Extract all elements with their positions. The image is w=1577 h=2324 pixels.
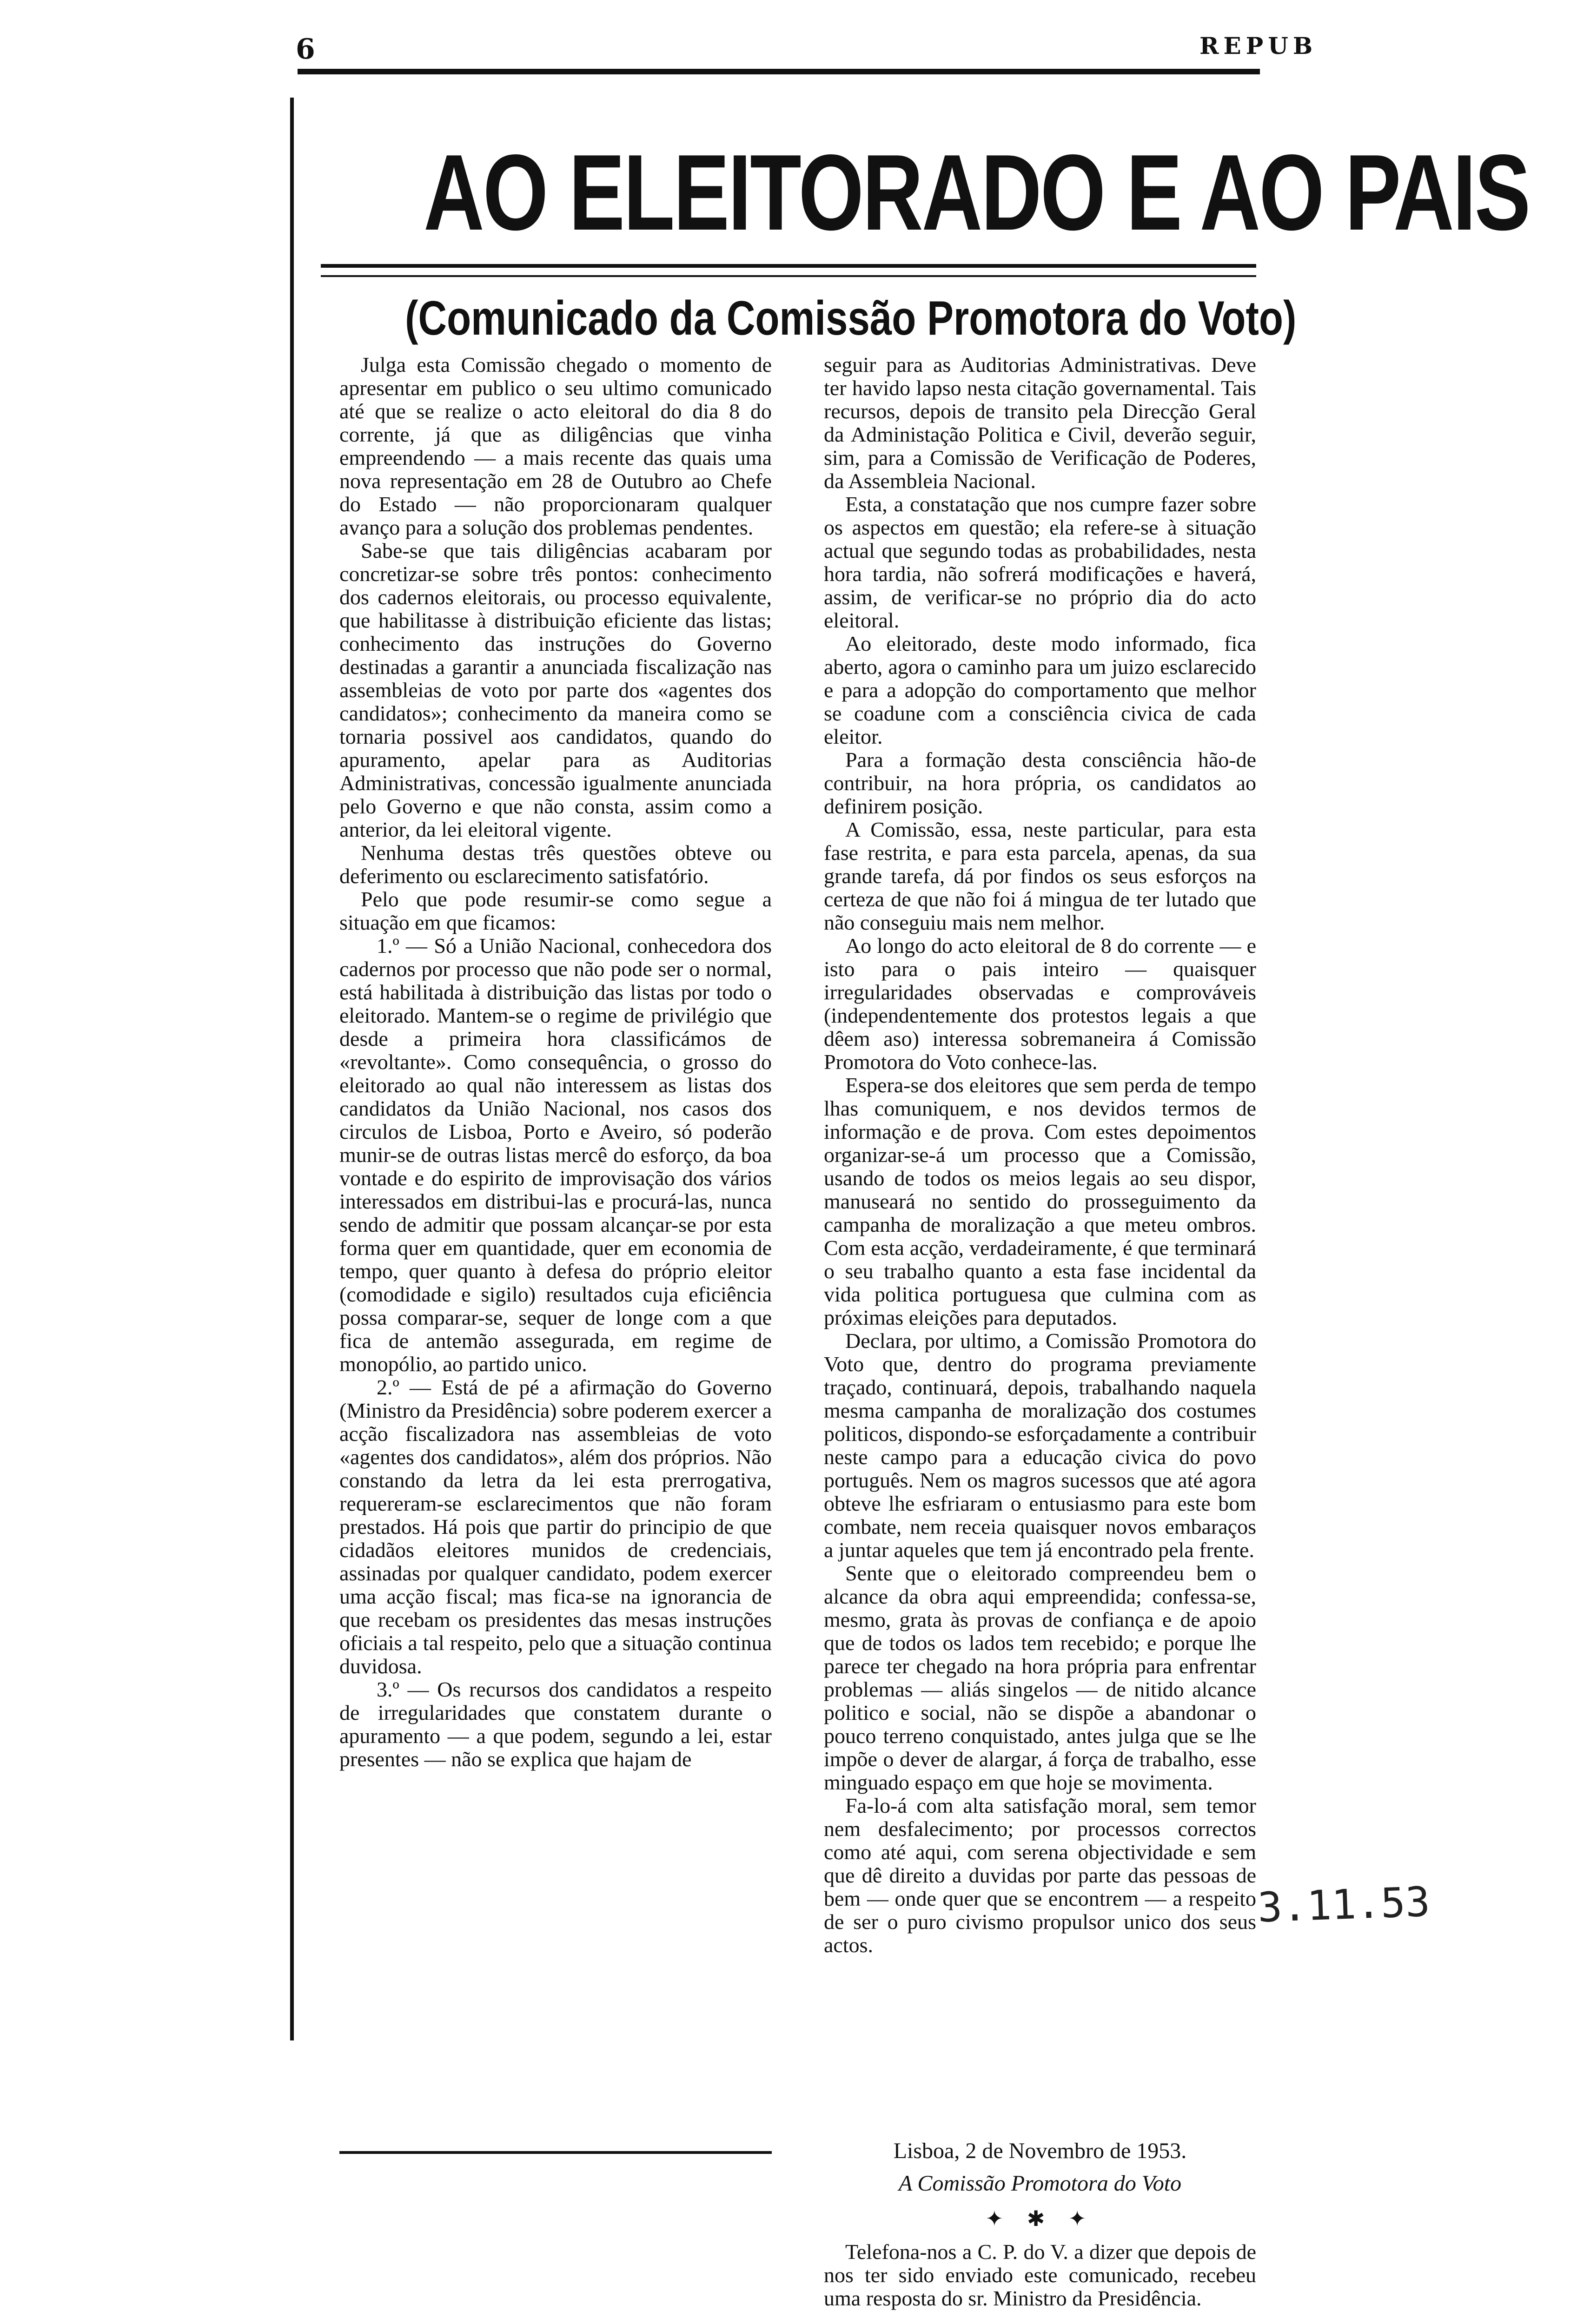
postscript-text: Telefona-nos a C. P. do V. a dizer que depois de nos ter sido enviado este comunicado, recebeu uma resposta do sr. Ministro da Presidência. [824,2240,1256,2310]
left-frame-rule [290,98,294,2040]
article-column-left [339,353,772,1771]
headline-rule-thick [321,264,1256,268]
headline-rule-thin [321,275,1256,277]
column-end-rule [339,2151,772,2154]
paragraph: Pelo que pode resumir-se como segue a situação em que ficamos: [339,887,772,934]
paragraph: Nenhuma destas três questões obteve ou deferimento ou esclarecimento satisfatório. [339,841,772,888]
paragraph: Fa-lo-á com alta satisfação moral, sem temor nem desfalecimento; por processos correctos como até aqui, com serena objectividade e sem que dê direito a duvidas por parte das pessoas de bem — onde quer que se encontrem — a respeito de ser o puro civismo propulsor unico dos seus actos. [824,1794,1256,1957]
paragraph: A Comissão, essa, neste particular, para esta fase restrita, e para esta parcela, apenas, da sua grande tarefa, dá por findos os seus esforços na certeza de que não foi á mingua de ter lutado que não conseguiu mais nem melhor. [824,818,1256,934]
numbered-point-3: 3.º — Os recursos dos candidatos a respeito de irregularidades que constatem durante o apuramento — a que podem, segundo a lei, estar presentes — não se explica que hajam de [339,1677,772,1771]
ornament-separator: ✦ ✱ ✦ [985,2206,1095,2231]
paragraph: Julga esta Comissão chegado o momento de apresentar em publico o seu ultimo comunicado até que se realize o acto eleitoral do dia 8 do corrente, já que as diligências que vinha empreendendo — a mais recente das quais uma nova representação em 28 de Outubro ao Chefe do Estado — não proporcionaram qualquer avanço para a solução dos problemas pendentes. [339,353,772,539]
paragraph: Para a formação desta consciência hão-de contribuir, na hora própria, os candidatos ao definirem posição. [824,748,1256,818]
article-subtitle: (Comunicado da Comissão Promotora do Voto) [405,291,1297,345]
paragraph: Sabe-se que tais diligências acabaram por concretizar-se sobre três pontos: conhecimento dos cadernos eleitorais, ou processo equivalente, que habilitasse à distribuição eficiente das listas; conhecimento das instruções do Governo destinadas a garantir a anunciada fiscalização nas assembleias de voto por parte dos «agentes dos candidatos»; conhecimento da maneira como se tornaria possivel aos candidatos, quando do apuramento, apelar para as Auditorias Administrativas, concessão igualmente anunciada pelo Governo e que não consta, assim como a anterior, da lei eleitoral vigente. [339,539,772,841]
paragraph: Ao longo do acto eleitoral de 8 do corrente — e isto para o pais inteiro — quaisquer irregularidades observadas e comprováveis (independentemente dos protestos legais a que dêem aso) interessa sobremaneira á Comissão Promotora do Voto conhece-las. [824,934,1256,1074]
numbered-point-2: 2.º — Está de pé a afirmação do Governo (Ministro da Presidência) sobre poderem exercer a acção fiscalizadora nas assembleias de voto «agentes dos candidatos», além dos próprios. Não constando da letra da lei esta prerrogativa, requereram-se esclarecimentos que não foram prestados. Há pois que partir do principio de que cidadãos eleitores munidos de credenciais, assinadas por qualquer candidato, podem exercer uma acção fiscal; mas fica-se na ignorancia de que recebam os presidentes das mesas instruções oficiais a tal respeito, pelo que a situação continua duvidosa. [339,1375,772,1678]
newspaper-masthead: REPUB [1199,32,1318,59]
paragraph: Declara, por ultimo, a Comissão Promotora do Voto que, dentro do programa previamente traçado, continuará, depois, trabalhando naquela mesma campanha de moralização dos costumes politicos, dispondo-se esforçadamente a contribuir neste campo para a educação civica do povo português. Nem os magros sucessos que até agora obteve lhe esfriaram o entusiasmo para este bom combate, nem receia quaisquer novos embaraços a juntar aqueles que tem já encontrado pela frente. [824,1329,1256,1562]
signature: A Comissão Promotora do Voto [898,2171,1182,2196]
paragraph: Esta, a constatação que nos cumpre fazer sobre os aspectos em questão; ela refere-se à situação actual que segundo todas as probabilidades, nesta hora tardia, não sofrerá modificações e haverá, assim, de verificar-se no próprio dia do acto eleitoral. [824,492,1256,632]
paragraph: seguir para as Auditorias Administrativas. Deve ter havido lapso nesta citação governamental. Tais recursos, depois de transito pela Direcção Geral da Administação Politica e Civil, deverão seguir, sim, para a Comissão de Verificação de Poderes, da Assembleia Nacional. [824,353,1256,493]
paragraph: Ao eleitorado, deste modo informado, fica aberto, agora o caminho para um juizo esclarecido e para a adopção do comportamento que melhor se coadune com a consciência civica de cada eleitor. [824,632,1256,748]
handwritten-date-note: 3.11.53 [1257,1877,1431,1932]
date-line: Lisboa, 2 de Novembro de 1953. [893,2139,1187,2163]
postscript [824,2240,1256,2310]
page-number: 6 [296,33,315,66]
article-column-right [824,353,1256,1957]
header-rule [298,69,1260,74]
numbered-point-1: 1.º — Só a União Nacional, conhecedora dos cadernos por processo que não pode ser o normal, está habilitada à distribuição das listas por todo o eleitorado. Mantem-se o regime de privilégio que desde a primeira hora classificámos de «revoltante». Como consequência, o grosso do eleitorado ao qual não interessem as listas dos candidatos da União Nacional, nos casos dos circulos de Lisboa, Porto e Aveiro, só poderão munir-se de outras listas mercê do esforço, da boa vontade e do espirito de improvisação dos vários interessados em distribui-las e procurá-las, nunca sendo de admitir que possam alcançar-se por esta forma quer em quantidade, quer em economia de tempo, quer quanto à defesa do próprio eleitor (comodidade e sigilo) resultados cuja eficiência possa comparar-se, sequer de longe com a que fica de antemão assegurada, em regime de monopólio, ao partido unico. [339,934,772,1376]
article-headline: AO ELEITORADO E AO PAIS [424,132,1530,253]
paragraph: Sente que o eleitorado compreendeu bem o alcance da obra aqui empreendida; confessa-se, mesmo, grata às provas de confiança e de apoio que de todos os lados tem recebido; e porque lhe parece ter chegado na hora própria para enfrentar problemas — aliás singelos — de nitido alcance politico e social, não se dispõe a abandonar o pouco terreno conquistado, antes julga que se lhe impõe o dever de alargar, á força de trabalho, esse minguado espaço em que hoje se movimenta. [824,1561,1256,1794]
paragraph: Espera-se dos eleitores que sem perda de tempo lhas comuniquem, e nos devidos termos de informação e de prova. Com estes depoimentos organizar-se-á um processo que a Comissão, usando de todos os meios legais ao seu dispor, manuseará no sentido do prosseguimento da campanha de moralização a que meteu ombros. Com esta acção, verdadeiramente, é que terminará o seu trabalho quanto a esta fase incidental da vida politica portuguesa que culmina com as próximas eleições para deputados. [824,1073,1256,1329]
